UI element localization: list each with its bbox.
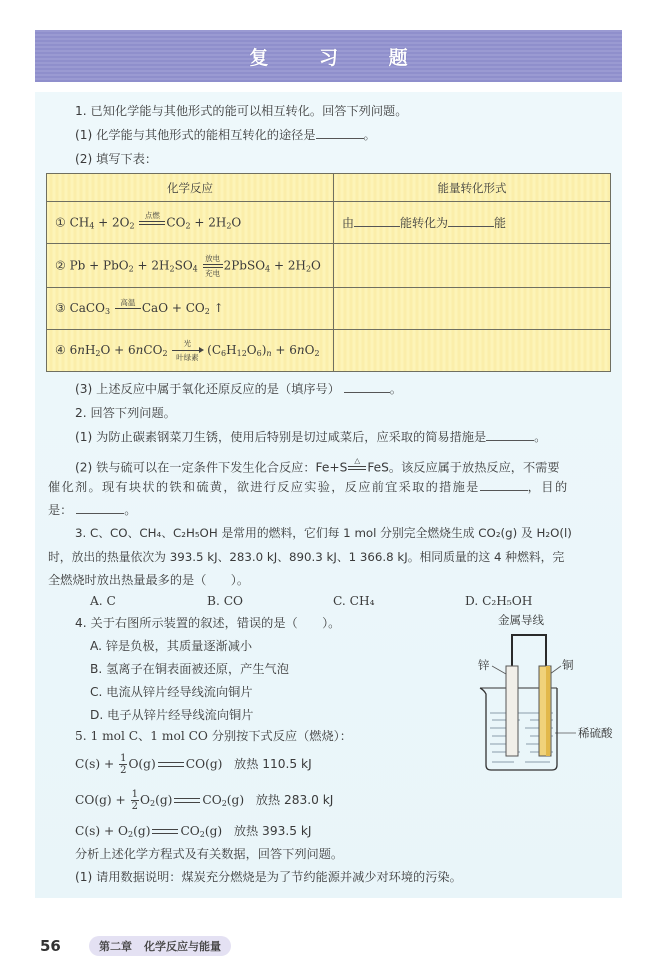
q2-part2-text-c: 催化剂。现有块状的铁和硫黄，欲进行反应实验，反应前宜采取的措施是 bbox=[48, 480, 480, 494]
q5-analysis: 分析上述化学方程式及有关数据，回答下列问题。 bbox=[75, 847, 344, 861]
condition-text: 高温 bbox=[120, 298, 136, 307]
q2-part2-text-d: ，目的 bbox=[527, 480, 569, 494]
q2-stem: 2. 回答下列问题。 bbox=[75, 406, 176, 420]
answer-blank[interactable] bbox=[486, 429, 534, 441]
q1-part1 bbox=[75, 127, 376, 143]
q3-line2: 时，放出的热量依次为 393.5 kJ、283.0 kJ、890.3 kJ、1 366.8 kJ。相同质量的这 4 种燃料，完 bbox=[48, 550, 565, 564]
q5-stem: 5. 1 mol C、1 mol CO 分别按下式反应（燃烧）： bbox=[75, 729, 352, 743]
energy-cell[interactable] bbox=[334, 288, 611, 330]
punct: 。 bbox=[124, 503, 137, 517]
q3-option-b[interactable]: B. CO bbox=[207, 594, 244, 608]
q5-equation-2: CO(g) + $\frac{1}{2}$ $O_2(g)$ $CO_2(g)$ 放热 283.0 kJ bbox=[75, 789, 334, 812]
energy-mid: 能转化为 bbox=[400, 216, 449, 230]
table-row bbox=[47, 244, 611, 288]
acid-label: 稀硫酸 bbox=[578, 726, 613, 740]
zinc-label: 锌 bbox=[478, 658, 490, 672]
beaker-icon bbox=[470, 608, 620, 778]
reaction-cell: ③ CaCO$_3$ 高温 CaO + $CO_2$ ↑ bbox=[47, 288, 334, 330]
condition-top: 光 bbox=[183, 339, 192, 348]
q2-part2-line3 bbox=[48, 502, 136, 518]
row-number: ② bbox=[55, 258, 66, 272]
reaction-table bbox=[46, 173, 611, 372]
q4-stem: 4. 关于右图所示装置的叙述，错误的是（ ）。 bbox=[75, 616, 341, 630]
reaction-condition bbox=[172, 339, 202, 362]
row-number: ① bbox=[55, 215, 66, 229]
table-row bbox=[47, 330, 611, 372]
reaction-condition bbox=[203, 254, 223, 278]
reaction-condition bbox=[115, 298, 141, 319]
q5-equation-3: $C(s) + O_2(g)$ $CO_2(g)$ 放热 393.5 kJ bbox=[75, 824, 312, 839]
wire-label: 金属导线 bbox=[498, 613, 544, 627]
q5-equation-1: C(s) + $\frac{1}{2}$ O(g) CO(g) 放热 110.5 kJ bbox=[75, 753, 312, 776]
heat-value: 放热 393.5 kJ bbox=[233, 824, 312, 838]
table-row bbox=[47, 288, 611, 330]
heat-value: 放热 110.5 kJ bbox=[234, 757, 312, 771]
arrow-icon bbox=[172, 350, 202, 351]
q5-part1: (1) 请用数据说明：煤炭充分燃烧是为了节约能源并减少对环境的污染。 bbox=[75, 870, 462, 884]
q3-option-a[interactable]: A. C bbox=[90, 594, 116, 608]
gas-arrow-icon: ↑ bbox=[213, 301, 224, 315]
column-header-reaction: 化学反应 bbox=[47, 174, 334, 202]
energy-cell bbox=[334, 202, 611, 244]
q2-part2-text-a: (2) 铁与硫可以在一定条件下发生化合反应：Fe+S bbox=[75, 460, 348, 475]
q3-option-d[interactable]: D. C₂H₅OH bbox=[465, 594, 533, 608]
q2-part2-line1 bbox=[75, 456, 560, 480]
condition-bottom: 充电 bbox=[205, 268, 221, 278]
fraction-half: $\frac{1}{2}$ bbox=[120, 753, 127, 776]
q2-part2-text-b: FeS。该反应属于放热反应，不需要 bbox=[367, 460, 560, 475]
q1-stem: 1. 已知化学能与其他形式的能可以相互转化。回答下列问题。 bbox=[75, 104, 408, 118]
heat-triangle-icon: △ bbox=[354, 456, 361, 465]
answer-blank[interactable] bbox=[448, 215, 494, 227]
copper-label: 铜 bbox=[562, 658, 574, 672]
answer-blank[interactable] bbox=[76, 502, 124, 514]
reaction-condition bbox=[139, 211, 165, 235]
answer-blank[interactable] bbox=[344, 381, 390, 393]
reaction-cell: ② $Pb + PbO_2 + 2H_2SO_4$ 放电 充电 2PbSO$_4$ + $2H_2O$ bbox=[47, 244, 334, 288]
punct: 。 bbox=[389, 382, 402, 396]
reaction-condition bbox=[348, 456, 366, 480]
energy-cell[interactable] bbox=[334, 330, 611, 372]
reaction-cell: ④ $6nH_2O + 6nCO_2$ 光 叶绿素 $(C_6H_{12}O_6)_n + 6nO_2$ bbox=[47, 330, 334, 372]
row-number: ③ bbox=[55, 301, 66, 315]
fraction-half: $\frac{1}{2}$ bbox=[131, 789, 138, 812]
table-row bbox=[47, 202, 611, 244]
punct: 。 bbox=[534, 430, 547, 444]
chapter-title: 化学反应与能量 bbox=[144, 940, 221, 953]
q3-line3: 全燃烧时放出热量最多的是（ ）。 bbox=[48, 573, 250, 587]
q2-part1-text: (1) 为防止碳素钢菜刀生锈，使用后特别是切过咸菜后，应采取的简易措施是 bbox=[75, 430, 487, 444]
q1-part3 bbox=[75, 381, 402, 397]
q1-part1-text: (1) 化学能与其他形式的能相互转化的途径是 bbox=[75, 128, 316, 142]
q1-part2: (2) 填写下表： bbox=[75, 152, 158, 166]
heat-value: 放热 283.0 kJ bbox=[255, 793, 334, 807]
q2-part2-text-e: 是： bbox=[48, 503, 73, 517]
q3-option-c[interactable]: C. CH₄ bbox=[333, 594, 375, 608]
condition-top: 放电 bbox=[205, 253, 221, 263]
condition-text: 点燃 bbox=[144, 210, 160, 220]
energy-suffix: 能 bbox=[494, 216, 507, 230]
answer-blank[interactable] bbox=[354, 215, 400, 227]
answer-blank[interactable] bbox=[480, 479, 528, 491]
q2-part1 bbox=[75, 429, 546, 445]
condition-bottom: 叶绿素 bbox=[176, 353, 199, 362]
page-number: 56 bbox=[40, 937, 61, 955]
q4-option-c[interactable]: C. 电流从锌片经导线流向铜片 bbox=[90, 685, 253, 699]
q4-option-b[interactable]: B. 氢离子在铜表面被还原，产生气泡 bbox=[90, 662, 289, 676]
section-header bbox=[35, 30, 622, 82]
q3-line1: 3. C、CO、CH₄、C₂H₅OH 是常用的燃料，它们每 1 mol 分别完全燃烧生成 CO₂(g) 及 H₂O(l) bbox=[75, 526, 572, 540]
answer-blank[interactable] bbox=[316, 127, 364, 139]
galvanic-cell-diagram bbox=[470, 608, 620, 778]
chapter-number: 第二章 bbox=[99, 940, 132, 953]
section-title: 复 习 题 bbox=[249, 46, 430, 69]
energy-prefix: 由 bbox=[342, 216, 355, 230]
q4-option-a[interactable]: A. 锌是负极，其质量逐渐减小 bbox=[90, 639, 253, 653]
q4-option-d[interactable]: D. 电子从锌片经导线流向铜片 bbox=[90, 708, 254, 722]
column-header-energy: 能量转化形式 bbox=[334, 174, 611, 202]
row-number: ④ bbox=[55, 343, 66, 357]
energy-cell[interactable] bbox=[334, 244, 611, 288]
q1-part3-text: (3) 上述反应中属于氧化还原反应的是（填序号） bbox=[75, 382, 340, 396]
table-header-row bbox=[47, 174, 611, 202]
chapter-badge bbox=[89, 936, 231, 956]
punct: 。 bbox=[363, 128, 376, 142]
reaction-cell: ① $CH_4 + 2O_2$ 点燃 $CO_2 + 2H_2O$ bbox=[47, 202, 334, 244]
q2-part2-line2 bbox=[48, 479, 569, 495]
